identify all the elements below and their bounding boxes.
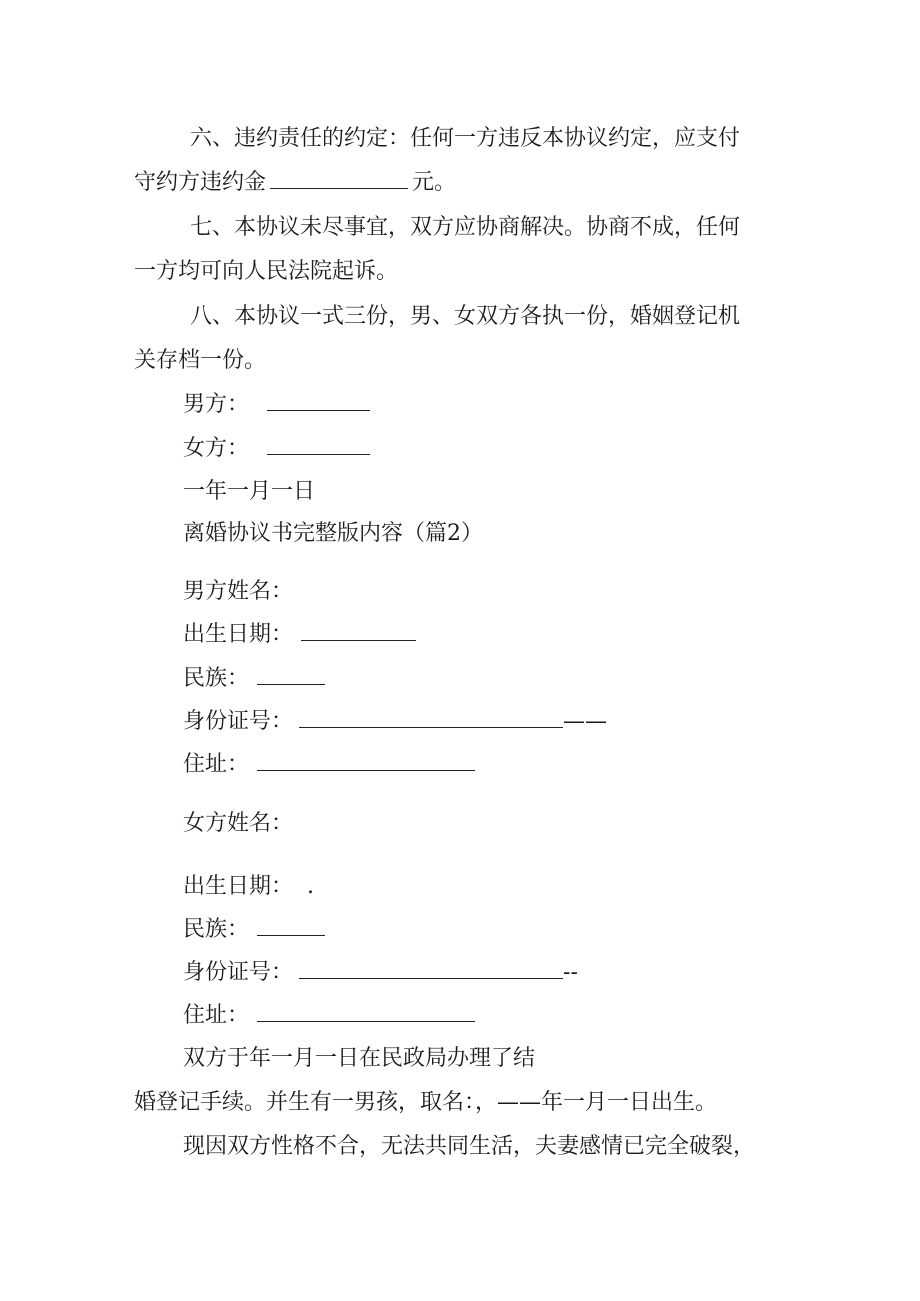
penalty-label: 守约方违约金 (134, 170, 267, 195)
female-name-label: 女方姓名： (183, 811, 294, 836)
male-ethnicity-label: 民族： (183, 666, 250, 691)
female-ethnicity-label: 民族： (183, 917, 250, 942)
female-address-label: 住址： (183, 1003, 250, 1028)
male-name-label: 男方姓名： (183, 579, 294, 604)
clause-6-line-2 (134, 168, 456, 198)
male-ethnicity-blank (257, 664, 325, 685)
female-id-line (183, 958, 578, 988)
marriage-line-2: 婚登记手续。并生有一男孩，取名：，——年一月一日出生。 (134, 1090, 718, 1115)
male-ethnicity-line (183, 664, 329, 694)
male-birth-line (183, 620, 420, 650)
female-signature-blank (267, 434, 370, 455)
clause-8-line-2: 关存档一份。 (134, 348, 267, 373)
section-title: 离婚协议书完整版内容（篇2） (183, 521, 483, 546)
penalty-unit: 元。 (412, 170, 457, 195)
female-birth-line (183, 872, 314, 902)
male-address-blank (257, 750, 475, 771)
marriage-line-1: 双方于年一月一日在民政局办理了结 (183, 1046, 536, 1071)
female-id-label: 身份证号： (183, 960, 294, 985)
male-birth-blank (301, 620, 416, 641)
male-signature-line (183, 390, 374, 420)
female-address-blank (257, 1001, 475, 1022)
clause-7-line-1: 七、本协议未尽事宜，双方应协商解决。协商不成，任何 (190, 215, 741, 240)
reason-line-1: 现因双方性格不合，无法共同生活，夫妻感情已完全破裂， (183, 1134, 756, 1159)
male-id-label: 身份证号： (183, 709, 294, 734)
male-signature-label: 男方： (183, 392, 250, 417)
female-signature-label: 女方： (183, 436, 250, 461)
male-birth-label: 出生日期： (183, 622, 294, 647)
male-id-line (183, 707, 607, 737)
penalty-amount-blank (270, 168, 408, 189)
female-birth-label: 出生日期： (183, 874, 294, 899)
female-address-line (183, 1001, 479, 1031)
female-ethnicity-blank (257, 915, 325, 936)
male-id-suffix: —— (563, 709, 608, 734)
female-id-blank (299, 958, 563, 979)
male-address-line (183, 750, 479, 780)
male-signature-blank (267, 390, 370, 411)
male-id-blank (299, 707, 563, 728)
clause-6-line-1: 六、违约责任的约定：任何一方违反本协议约定，应支付 (190, 126, 741, 151)
male-address-label: 住址： (183, 752, 250, 777)
female-birth-value: . (307, 874, 315, 899)
clause-7-line-2: 一方均可向人民法院起诉。 (134, 259, 399, 284)
female-signature-line (183, 434, 374, 464)
signature-date: 一年一月一日 (183, 479, 316, 504)
female-ethnicity-line (183, 915, 329, 945)
female-id-suffix: -- (563, 960, 578, 985)
clause-8-line-1: 八、本协议一式三份，男、女双方各执一份，婚姻登记机 (190, 304, 741, 329)
